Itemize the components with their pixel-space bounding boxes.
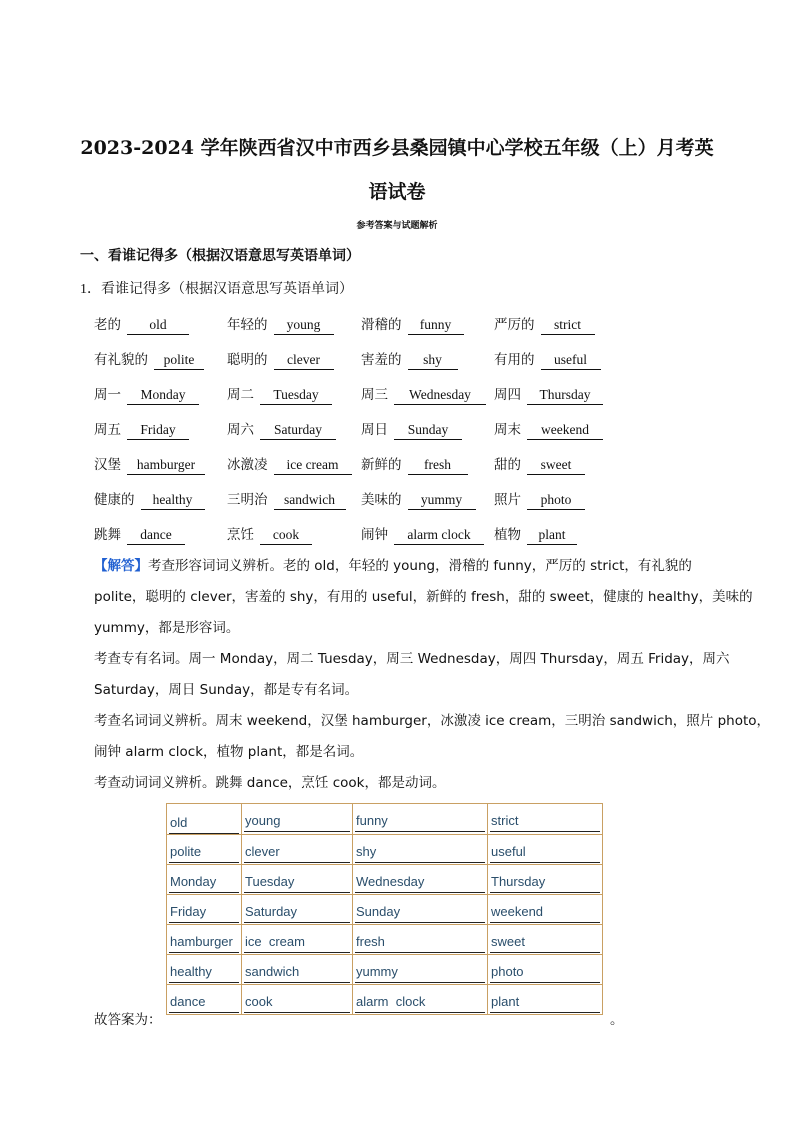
vocab-item — [361, 488, 476, 510]
solution-line: 考查动词词义辨析。跳舞 dance，烹饪 cook，都是动词。 — [94, 775, 446, 791]
vocab-item — [94, 383, 199, 405]
solution-line: Saturday，周日 Sunday，都是专有名词。 — [94, 682, 359, 698]
vocab-chinese: 冰激凌 — [227, 457, 268, 473]
vocab-chinese: 周末 — [494, 422, 521, 438]
vocab-chinese: 严厉的 — [494, 317, 535, 333]
table-cell — [488, 895, 603, 925]
vocab-item — [361, 348, 458, 370]
vocab-answer: photo — [527, 491, 585, 510]
table-cell — [167, 865, 242, 895]
cell-word: young — [244, 812, 350, 832]
vocab-chinese: 周四 — [494, 387, 521, 403]
solution-tag: 【解答】 — [94, 558, 148, 574]
cell-word: old — [169, 814, 239, 834]
cell-word: Tuesday — [244, 873, 350, 893]
vocab-answer: old — [127, 316, 189, 335]
vocab-answer: ice cream — [274, 456, 352, 475]
table-cell — [353, 804, 488, 835]
question-text: 看谁记得多（根据汉语意思写英语单词） — [101, 281, 353, 297]
vocab-answer: Saturday — [260, 421, 336, 440]
table-cell — [353, 985, 488, 1015]
vocab-item — [227, 313, 334, 335]
question-number: 1． — [80, 282, 101, 297]
cell-word: sweet — [490, 933, 600, 953]
final-period: 。 — [610, 1012, 624, 1028]
vocab-item — [227, 418, 336, 440]
vocab-item — [94, 313, 189, 335]
vocab-answer: young — [274, 316, 334, 335]
vocab-chinese: 有礼貌的 — [94, 352, 148, 368]
cell-word: Saturday — [244, 903, 350, 923]
cell-word: Thursday — [490, 873, 600, 893]
cell-word: polite — [169, 843, 239, 863]
vocab-item — [494, 313, 595, 335]
vocab-item — [361, 383, 486, 405]
table-cell — [353, 865, 488, 895]
vocab-answer: healthy — [141, 491, 205, 510]
table-cell — [353, 925, 488, 955]
table-cell — [353, 835, 488, 865]
vocab-answer: Monday — [127, 386, 199, 405]
answer-table — [166, 803, 603, 1015]
vocab-chinese: 烹饪 — [227, 527, 254, 543]
vocab-answer: Sunday — [394, 421, 462, 440]
question-1 — [80, 278, 353, 298]
cell-word: yummy — [355, 963, 485, 983]
vocab-chinese: 害羞的 — [361, 352, 402, 368]
table-cell — [242, 985, 353, 1015]
vocab-item — [227, 523, 312, 545]
table-cell — [167, 985, 242, 1015]
table-cell — [353, 955, 488, 985]
solution-line: polite，聪明的 clever，害羞的 shy，有用的 useful，新鲜的 fresh，甜的 sweet，健康的 healthy，美味的 — [94, 589, 753, 605]
vocab-chinese: 周三 — [361, 387, 388, 403]
cell-word: photo — [490, 963, 600, 983]
vocab-chinese: 三明治 — [227, 492, 268, 508]
vocab-chinese: 新鲜的 — [361, 457, 402, 473]
table-cell — [167, 835, 242, 865]
cell-word: Sunday — [355, 903, 485, 923]
cell-word: sandwich — [244, 963, 350, 983]
subtitle: 参考答案与试题解析 — [356, 221, 438, 231]
vocab-item — [361, 453, 468, 475]
vocab-answer: clever — [274, 351, 334, 370]
vocab-item — [227, 453, 352, 475]
table-cell — [167, 925, 242, 955]
vocab-answer: polite — [154, 351, 204, 370]
vocab-answer: Wednesday — [394, 386, 486, 405]
vocab-chinese: 周六 — [227, 422, 254, 438]
page-title-line-1: 2023-2024 学年陕西省汉中市西乡县桑园镇中心学校五年级（上）月考英 — [80, 137, 714, 159]
table-cell — [242, 804, 353, 835]
table-cell — [242, 865, 353, 895]
cell-word: Monday — [169, 873, 239, 893]
table-row — [167, 804, 603, 835]
solution-line: 考查专有名词。周一 Monday，周二 Tuesday，周三 Wednesday，周四 Thursday，周五 Friday，周六 — [94, 651, 730, 667]
table-row — [167, 835, 603, 865]
vocab-item — [494, 488, 585, 510]
vocab-item — [494, 453, 585, 475]
vocab-item — [227, 348, 334, 370]
cell-word: useful — [490, 843, 600, 863]
vocab-answer: shy — [408, 351, 458, 370]
page-title-line-2: 语试卷 — [368, 181, 426, 203]
vocab-chinese: 老的 — [94, 317, 121, 333]
cell-word: fresh — [355, 933, 485, 953]
vocab-chinese: 跳舞 — [94, 527, 121, 543]
vocab-item — [94, 418, 189, 440]
table-cell — [167, 804, 242, 835]
solution-text: 考查形容词词义辨析。老的 old，年轻的 young，滑稽的 funny，严厉的 strict，有礼貌的 — [148, 558, 692, 574]
vocab-answer: useful — [541, 351, 601, 370]
vocab-item — [361, 523, 484, 545]
cell-word: weekend — [490, 903, 600, 923]
vocab-item — [361, 418, 462, 440]
vocab-item — [94, 348, 204, 370]
vocab-item — [494, 383, 603, 405]
table-cell — [488, 835, 603, 865]
vocab-answer: strict — [541, 316, 595, 335]
vocab-item — [94, 453, 205, 475]
vocab-chinese: 周五 — [94, 422, 121, 438]
vocab-item — [494, 523, 577, 545]
vocab-chinese: 滑稽的 — [361, 317, 402, 333]
cell-word: Friday — [169, 903, 239, 923]
vocab-answer: sandwich — [274, 491, 346, 510]
vocab-answer: dance — [127, 526, 185, 545]
vocab-chinese: 美味的 — [361, 492, 402, 508]
vocab-answer: alarm clock — [394, 526, 484, 545]
vocab-answer: Tuesday — [260, 386, 332, 405]
table-cell — [242, 925, 353, 955]
cell-word: alarm clock — [355, 993, 485, 1013]
table-row — [167, 865, 603, 895]
table-cell — [353, 895, 488, 925]
vocab-chinese: 植物 — [494, 527, 521, 543]
table-row — [167, 955, 603, 985]
vocab-chinese: 周二 — [227, 387, 254, 403]
table-cell — [488, 955, 603, 985]
vocab-item — [227, 383, 332, 405]
solution-line — [94, 556, 692, 576]
vocab-item — [361, 313, 464, 335]
table-cell — [167, 895, 242, 925]
vocab-chinese: 闹钟 — [361, 527, 388, 543]
cell-word: hamburger — [169, 933, 239, 953]
table-cell — [167, 955, 242, 985]
solution-line: 考查名词词义辨析。周末 weekend，汉堡 hamburger，冰激凌 ice cream，三明治 sandwich，照片 photo， — [94, 713, 771, 729]
cell-word: Wednesday — [355, 873, 485, 893]
table-cell — [488, 865, 603, 895]
cell-word: healthy — [169, 963, 239, 983]
table-cell — [488, 804, 603, 835]
vocab-chinese: 有用的 — [494, 352, 535, 368]
table-cell — [242, 955, 353, 985]
vocab-chinese: 聪明的 — [227, 352, 268, 368]
cell-word: plant — [490, 993, 600, 1013]
table-cell — [242, 835, 353, 865]
table-cell — [488, 925, 603, 955]
table-row — [167, 985, 603, 1015]
vocab-chinese: 甜的 — [494, 457, 521, 473]
vocab-item — [494, 348, 601, 370]
vocab-answer: Friday — [127, 421, 189, 440]
section-heading: 一、看谁记得多（根据汉语意思写英语单词） — [80, 248, 360, 264]
vocab-answer: Thursday — [527, 386, 603, 405]
vocab-answer: weekend — [527, 421, 603, 440]
cell-word: strict — [490, 812, 600, 832]
vocab-answer: cook — [260, 526, 312, 545]
cell-word: dance — [169, 993, 239, 1013]
vocab-item — [227, 488, 346, 510]
vocab-answer: yummy — [408, 491, 476, 510]
vocab-answer: plant — [527, 526, 577, 545]
vocab-chinese: 健康的 — [94, 492, 135, 508]
solution-line: 闹钟 alarm clock，植物 plant，都是名词。 — [94, 744, 364, 760]
vocab-answer: hamburger — [127, 456, 205, 475]
vocab-chinese: 照片 — [494, 492, 521, 508]
cell-word: ice cream — [244, 933, 350, 953]
vocab-item — [94, 488, 205, 510]
vocab-answer: sweet — [527, 456, 585, 475]
table-row — [167, 895, 603, 925]
vocab-item — [94, 523, 185, 545]
cell-word: clever — [244, 843, 350, 863]
vocab-chinese: 年轻的 — [227, 317, 268, 333]
table-cell — [242, 895, 353, 925]
cell-word: shy — [355, 843, 485, 863]
vocab-chinese: 周日 — [361, 422, 388, 438]
vocab-item — [494, 418, 603, 440]
cell-word: cook — [244, 993, 350, 1013]
table-row — [167, 925, 603, 955]
vocab-answer: funny — [408, 316, 464, 335]
solution-line: yummy，都是形容词。 — [94, 620, 240, 636]
vocab-chinese: 周一 — [94, 387, 121, 403]
vocab-chinese: 汉堡 — [94, 457, 121, 473]
vocab-answer: fresh — [408, 456, 468, 475]
cell-word: funny — [355, 812, 485, 832]
final-answer-label: 故答案为： — [94, 1012, 162, 1028]
table-cell — [488, 985, 603, 1015]
